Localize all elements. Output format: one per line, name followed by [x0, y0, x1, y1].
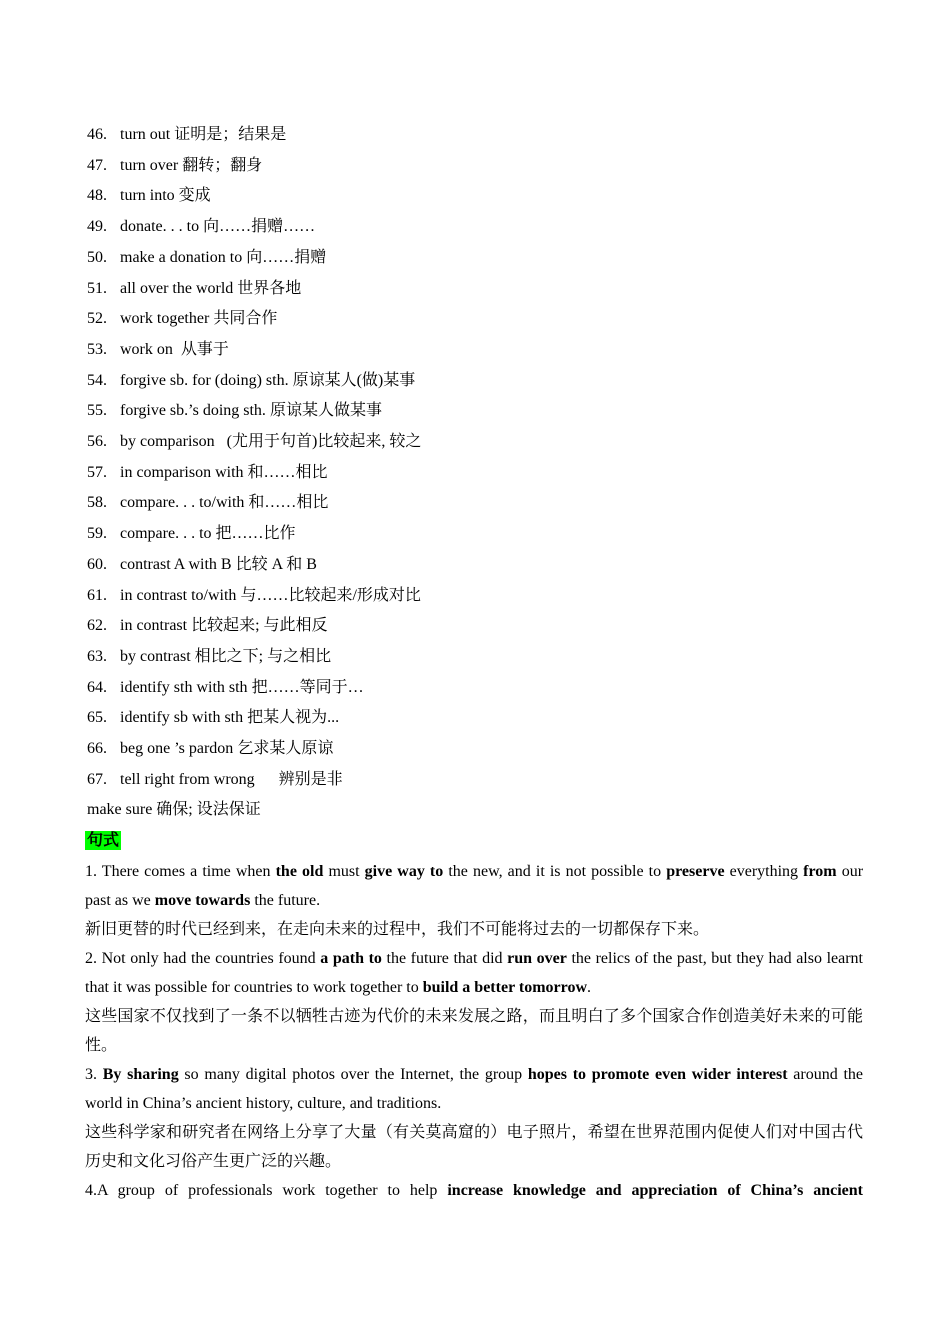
phrase-item-number: 48.	[87, 187, 107, 205]
sentence-text: the future.	[250, 891, 321, 909]
phrase-item-number: 50.	[87, 248, 107, 266]
phrase-item-english: work on	[120, 340, 173, 358]
sentence-text: must	[323, 862, 365, 880]
phrase-item-number: 61.	[87, 586, 107, 604]
phrase-item	[87, 703, 950, 734]
phrase-item-english: all over the world	[120, 279, 234, 297]
phrase-item	[87, 581, 950, 612]
phrase-item-number: 55.	[87, 402, 107, 420]
phrase-item	[87, 673, 950, 704]
sentence-bold-phrase: give way to	[364, 862, 444, 880]
phrase-item-chinese: 向……捐赠……	[203, 218, 316, 236]
phrase-item-number: 56.	[87, 433, 107, 451]
phrase-item-chinese: 比较起来; 与此相反	[191, 617, 328, 635]
phrase-item-english: turn over	[120, 156, 179, 174]
sentence-bold-phrase: By sharing	[102, 1065, 179, 1083]
phrase-item	[87, 120, 950, 151]
sentence-chinese-translation: 新旧更替的时代已经到来，在走向未来的过程中，我们不可能将过去的一切都保存下来。	[85, 920, 710, 938]
phrase-item-english: donate. . . to	[120, 218, 200, 236]
phrase-item-number: 47.	[87, 156, 107, 174]
sentence-text: 3.	[85, 1065, 103, 1083]
sentence-bold-phrase: the old	[275, 862, 324, 880]
phrase-item	[87, 427, 950, 458]
phrase-item-number: 46.	[87, 126, 107, 143]
make-sure-line: make sure 确保; 设法保证	[87, 801, 261, 819]
sentence-text: the new, and it is not possible to	[443, 862, 667, 880]
phrase-item-english: in comparison with	[120, 463, 244, 481]
phrase-item-number: 52.	[87, 310, 107, 328]
phrase-item-english: work together	[120, 310, 210, 328]
phrase-item	[87, 519, 950, 550]
sentence-text: the future that did	[381, 949, 508, 967]
phrase-item	[87, 396, 950, 427]
phrase-item-number: 49.	[87, 218, 107, 236]
sentence-text: so many digital photos over the Internet, the group	[178, 1065, 528, 1083]
phrase-item-chinese: 比较 A 和 B	[235, 555, 317, 573]
sentence-text: 2. Not only had the countries found	[85, 949, 321, 967]
phrase-item-english: by comparison	[120, 433, 215, 451]
phrase-item-chinese: 把……比作	[215, 525, 296, 543]
phrase-item	[87, 458, 950, 489]
phrase-item-english: beg one ’s pardon	[120, 740, 234, 758]
phrase-item-number: 65.	[87, 709, 107, 727]
phrase-item-number: 66.	[87, 740, 107, 758]
phrase-item-chinese: 原谅某人做某事	[269, 402, 382, 420]
sentence-text: around the world in China’s ancient history, culture, and traditions.	[85, 1065, 864, 1112]
phrase-item-chinese: 和……相比	[247, 463, 328, 481]
phrase-item-chinese: 共同合作	[213, 310, 278, 328]
phrase-item-chinese: 与……比较起来/形成对比	[240, 586, 421, 604]
phrase-item	[87, 181, 950, 212]
sentence-english	[85, 944, 863, 1002]
sentence-chinese-translation: 这些国家不仅找到了一条不以牺牲古迹为代价的未来发展之路，而且明白了多个国家合作创造美好未来的可能性。	[85, 1007, 863, 1054]
sentence-text: 4.A group of professionals work together to help	[85, 1181, 448, 1199]
phrase-item-chinese: 世界各地	[237, 279, 302, 297]
phrase-item-english: compare. . . to	[120, 525, 212, 543]
phrase-item	[87, 550, 950, 581]
phrase-item-english: in contrast	[120, 617, 188, 635]
phrase-item-english: forgive sb. for (doing) sth.	[120, 371, 289, 389]
phrase-item-english: forgive sb.’s doing sth.	[120, 402, 266, 420]
sentence-text: everything	[724, 862, 804, 880]
phrase-item	[87, 335, 950, 366]
sentence-bold-phrase: increase knowledge and appreciation of China’s ancient	[447, 1181, 864, 1199]
phrase-item	[87, 642, 950, 673]
phrase-item	[87, 488, 950, 519]
section-header-sentence-patterns: 句式	[87, 832, 120, 850]
phrase-item-english: by contrast	[120, 647, 191, 665]
phrase-item-number: 63.	[87, 647, 107, 665]
phrase-item-number: 67.	[87, 770, 107, 788]
phrase-item-number: 62.	[87, 617, 107, 635]
phrase-item-english: identify sb with sth	[120, 709, 244, 727]
phrase-item	[87, 734, 950, 765]
phrase-item	[87, 765, 950, 796]
sentence-bold-phrase: preserve	[666, 862, 725, 880]
phrase-item-number: 64.	[87, 678, 107, 696]
phrase-item-number: 54.	[87, 371, 107, 389]
phrase-item-english: turn out	[120, 126, 171, 143]
phrase-item-number: 60.	[87, 555, 107, 573]
sentence-english	[85, 857, 863, 915]
phrase-item-chinese: 把某人视为...	[247, 709, 340, 727]
phrase-item-chinese: 原谅某人(做)某事	[292, 371, 416, 389]
sentence-bold-phrase: move towards	[154, 891, 251, 909]
sentence-english	[85, 1176, 863, 1205]
phrase-item-number: 51.	[87, 279, 107, 297]
phrase-item	[87, 274, 950, 305]
phrase-item-chinese: 辨别是非	[278, 770, 343, 788]
phrase-item-english: tell right from wrong	[120, 770, 255, 788]
phrase-item	[87, 151, 950, 182]
phrase-item-number: 53.	[87, 340, 107, 358]
phrase-item-separator	[173, 341, 181, 358]
phrase-item	[87, 366, 950, 397]
phrase-item-separator	[215, 433, 227, 450]
phrase-item-english: compare. . . to/with	[120, 494, 245, 512]
phrase-item	[87, 243, 950, 274]
sentence-bold-phrase: a path to	[320, 949, 382, 967]
phrase-item-number: 57.	[87, 463, 107, 481]
sentence-text: our past as we	[85, 862, 864, 909]
sentence-english	[85, 1060, 863, 1118]
phrase-item	[87, 611, 950, 642]
phrase-item-chinese: 向……捐赠	[246, 248, 327, 266]
phrase-item	[87, 212, 950, 243]
phrase-item-chinese: 从事于	[180, 340, 229, 358]
section-header-line	[0, 826, 950, 857]
sentence-bold-phrase: hopes to promote even wider interest	[527, 1065, 788, 1083]
sentence-bold-phrase: from	[803, 862, 837, 880]
phrase-item-chinese: 变成	[178, 187, 211, 205]
sentence-chinese-translation: 这些科学家和研究者在网络上分享了大量（有关莫高窟的）电子照片，希望在世界范围内促使人们对中国古代历史和文化习俗产生更广泛的兴趣。	[85, 1123, 863, 1170]
sentence-text: the relics of the past, but they had also learnt that it was possible for countries to work together to	[85, 949, 863, 996]
sentence-bold-phrase: run over	[507, 949, 567, 967]
phrase-item	[87, 304, 950, 335]
sentence-patterns-section	[0, 857, 950, 1205]
sentence-text: .	[587, 978, 591, 996]
phrase-item-number: 58.	[87, 494, 107, 512]
phrase-item-chinese: 乞求某人原谅	[237, 740, 334, 758]
phrase-item-number: 59.	[87, 525, 107, 543]
phrase-item-english: in contrast to/with	[120, 586, 237, 604]
phrase-item-english: turn into	[120, 187, 175, 205]
phrase-item-english: make a donation to	[120, 248, 243, 266]
phrase-item-chinese: 把……等同于…	[251, 678, 364, 696]
phrase-item-chinese: 证明是；结果是	[174, 126, 287, 143]
phrase-item-chinese: 翻转；翻身	[182, 156, 263, 174]
sentence-bold-phrase: build a better tomorrow	[422, 978, 587, 996]
phrase-item-english: contrast A with B	[120, 555, 232, 573]
phrase-item-chinese: (尤用于句首)比较起来, 较之	[226, 433, 422, 451]
phrase-item-english: identify sth with sth	[120, 678, 248, 696]
phrase-item-chinese: 相比之下; 与之相比	[194, 647, 332, 665]
phrase-item-chinese: 和……相比	[248, 494, 329, 512]
sentence-text: 1. There comes a time when	[85, 862, 276, 880]
phrase-item-separator	[255, 771, 279, 788]
